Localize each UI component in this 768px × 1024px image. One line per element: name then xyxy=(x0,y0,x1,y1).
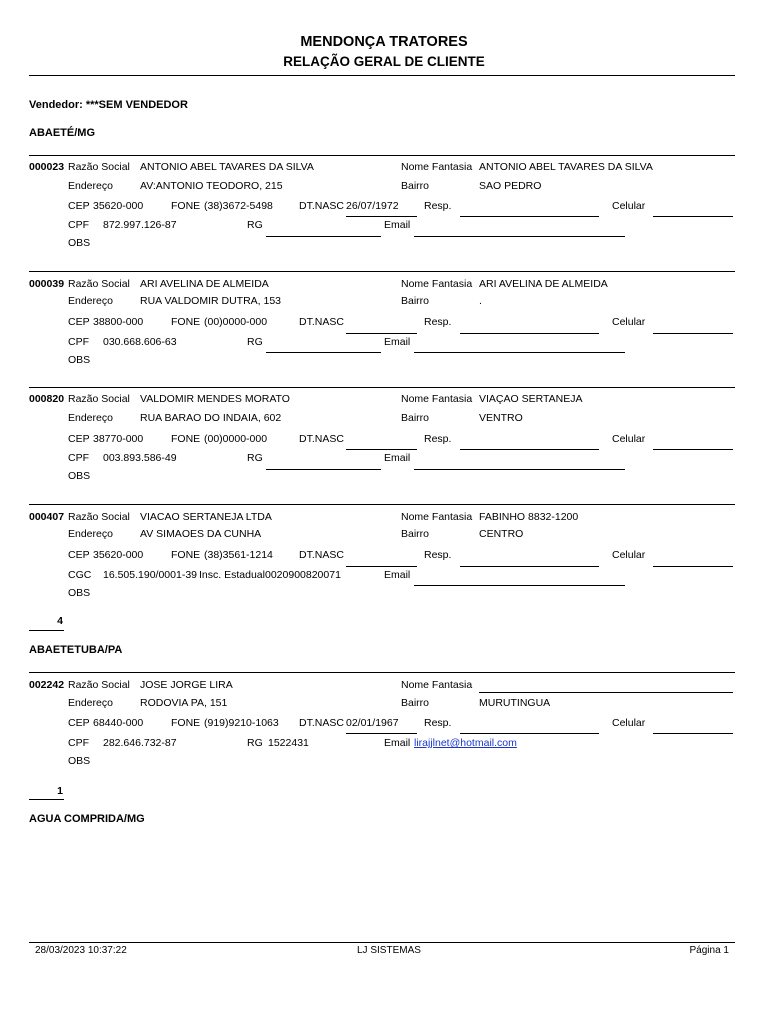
dtnasc-line xyxy=(346,449,417,450)
label-obs: OBS xyxy=(68,587,91,599)
label-cep: CEP xyxy=(68,200,90,212)
label-celular: Celular xyxy=(612,316,646,328)
cep: 35620-000 xyxy=(93,200,144,212)
label-fone: FONE xyxy=(171,200,201,212)
label-bairro: Bairro xyxy=(401,528,430,540)
cpf: 282.646.732-87 xyxy=(103,737,177,749)
dtnasc-line xyxy=(346,333,417,334)
group-count: 4 xyxy=(57,615,63,627)
endereco: RODOVIA PA, 151 xyxy=(140,697,228,709)
bairro: MURUTINGUA xyxy=(479,697,551,709)
cep: 38770-000 xyxy=(93,433,144,445)
cpf: 872.997.126-87 xyxy=(103,219,177,231)
client-code: 000820 xyxy=(29,393,65,405)
endereco: AV:ANTONIO TEODORO, 215 xyxy=(140,180,283,192)
label-resp: Resp. xyxy=(424,316,452,328)
label-resp: Resp. xyxy=(424,717,452,729)
city-heading: ABAETETUBA/PA xyxy=(29,644,123,656)
footer-system: LJ SISTEMAS xyxy=(357,945,421,956)
resp-line xyxy=(460,733,599,734)
record-divider xyxy=(29,672,735,673)
city-heading: ABAETÉ/MG xyxy=(29,127,95,139)
footer-divider xyxy=(29,942,735,943)
nome-fantasia: ARI AVELINA DE ALMEIDA xyxy=(479,278,608,290)
resp-line xyxy=(460,449,599,450)
label-bairro: Bairro xyxy=(401,180,430,192)
footer-datetime: 28/03/2023 10:37:22 xyxy=(35,945,127,956)
dtnasc-line xyxy=(346,733,417,734)
label-rg: RG xyxy=(247,737,263,749)
bairro: VENTRO xyxy=(479,412,523,424)
cep: 35620-000 xyxy=(93,549,144,561)
celular-line xyxy=(653,733,733,734)
label-fone: FONE xyxy=(171,717,201,729)
label-cep: CEP xyxy=(68,316,90,328)
label-obs: OBS xyxy=(68,755,91,767)
label-dtnasc: DT.NASC xyxy=(299,433,344,445)
label-email: Email xyxy=(384,737,411,749)
label-cep: CEP xyxy=(68,717,90,729)
label-resp: Resp. xyxy=(424,200,452,212)
label-dtnasc: DT.NASC xyxy=(299,200,344,212)
cgc: 16.505.190/0001-39 xyxy=(103,569,198,581)
dtnasc-line xyxy=(346,566,417,567)
label-razao: Razão Social xyxy=(68,679,130,691)
celular-line xyxy=(653,566,733,567)
label-nome-fantasia: Nome Fantasia xyxy=(401,393,473,405)
footer-page: Página 1 xyxy=(689,945,729,956)
fone: (00)0000-000 xyxy=(204,433,268,445)
label-endereco: Endereço xyxy=(68,180,113,192)
endereco: AV SIMAOES DA CUNHA xyxy=(140,528,262,540)
company-name: MENDONÇA TRATORES xyxy=(300,34,468,50)
record-divider xyxy=(29,387,735,388)
group-count-line xyxy=(29,630,64,631)
label-cep: CEP xyxy=(68,433,90,445)
label-razao: Razão Social xyxy=(68,161,130,173)
fone: (00)0000-000 xyxy=(204,316,268,328)
nome-fantasia: VIAÇAO SERTANEJA xyxy=(479,393,583,405)
label-resp: Resp. xyxy=(424,433,452,445)
celular-line xyxy=(653,333,733,334)
label-nome-fantasia: Nome Fantasia xyxy=(401,161,473,173)
label-email: Email xyxy=(384,336,411,348)
label-cpf: CPF xyxy=(68,452,89,464)
endereco: RUA VALDOMIR DUTRA, 153 xyxy=(140,295,282,307)
dtnasc: 26/07/1972 xyxy=(346,200,399,212)
label-celular: Celular xyxy=(612,200,646,212)
header-divider xyxy=(29,75,735,76)
label-resp: Resp. xyxy=(424,549,452,561)
resp-line xyxy=(460,566,599,567)
label-rg: RG xyxy=(247,452,263,464)
label-bairro: Bairro xyxy=(401,295,430,307)
fone: (38)3561-1214 xyxy=(204,549,273,561)
label-celular: Celular xyxy=(612,433,646,445)
report-title: RELAÇÃO GERAL DE CLIENTE xyxy=(283,54,485,69)
city-heading: AGUA COMPRIDA/MG xyxy=(29,813,145,825)
group-count-line xyxy=(29,799,64,800)
cpf: 003.893.586-49 xyxy=(103,452,177,464)
record-divider xyxy=(29,155,735,156)
endereco: RUA BARAO DO INDAIA, 602 xyxy=(140,412,282,424)
label-obs: OBS xyxy=(68,354,91,366)
razao-social: VIACAO SERTANEJA LTDA xyxy=(140,511,272,523)
nome-fantasia-line xyxy=(479,692,733,693)
label-nome-fantasia: Nome Fantasia xyxy=(401,679,473,691)
label-cpf: CPF xyxy=(68,737,89,749)
celular-line xyxy=(653,449,733,450)
bairro: SAO PEDRO xyxy=(479,180,542,192)
resp-line xyxy=(460,333,599,334)
rg-line xyxy=(266,236,381,237)
label-endereco: Endereço xyxy=(68,412,113,424)
cpf: 030.668.606-63 xyxy=(103,336,177,348)
label-email: Email xyxy=(384,569,411,581)
label-fone: FONE xyxy=(171,433,201,445)
email-line xyxy=(414,469,625,470)
client-code: 000023 xyxy=(29,161,65,173)
client-code: 002242 xyxy=(29,679,65,691)
rg-line xyxy=(266,352,381,353)
client-code: 000039 xyxy=(29,278,65,290)
bairro: . xyxy=(479,295,482,307)
rg-line xyxy=(266,469,381,470)
record-divider xyxy=(29,504,735,505)
label-obs: OBS xyxy=(68,237,91,249)
dtnasc-line xyxy=(346,216,417,217)
label-cpf: CPF xyxy=(68,336,89,348)
cep: 68440-000 xyxy=(93,717,144,729)
email-link[interactable]: lirajjlnet@hotmail.com xyxy=(414,737,517,749)
label-rg: RG xyxy=(247,219,263,231)
label-cpf: CPF xyxy=(68,219,89,231)
bairro: CENTRO xyxy=(479,528,524,540)
label-razao: Razão Social xyxy=(68,393,130,405)
label-razao: Razão Social xyxy=(68,511,130,523)
nome-fantasia: ANTONIO ABEL TAVARES DA SILVA xyxy=(479,161,653,173)
label-endereco: Endereço xyxy=(68,697,113,709)
label-celular: Celular xyxy=(612,717,646,729)
record-divider xyxy=(29,271,735,272)
label-celular: Celular xyxy=(612,549,646,561)
celular-line xyxy=(653,216,733,217)
label-dtnasc: DT.NASC xyxy=(299,549,344,561)
cep: 38800-000 xyxy=(93,316,144,328)
label-obs: OBS xyxy=(68,470,91,482)
label-insc: Insc. Estadual xyxy=(199,569,265,581)
dtnasc: 02/01/1967 xyxy=(346,717,399,729)
label-bairro: Bairro xyxy=(401,412,430,424)
client-code: 000407 xyxy=(29,511,65,523)
rg: 1522431 xyxy=(268,737,309,749)
label-fone: FONE xyxy=(171,316,201,328)
label-cgc: CGC xyxy=(68,569,92,581)
label-rg: RG xyxy=(247,336,263,348)
fone: (919)9210-1063 xyxy=(204,717,279,729)
razao-social: ARI AVELINA DE ALMEIDA xyxy=(140,278,269,290)
email-line xyxy=(414,236,625,237)
label-dtnasc: DT.NASC xyxy=(299,717,344,729)
email-line xyxy=(414,352,625,353)
label-fone: FONE xyxy=(171,549,201,561)
label-endereco: Endereço xyxy=(68,528,113,540)
label-bairro: Bairro xyxy=(401,697,430,709)
email-line xyxy=(414,585,625,586)
group-count: 1 xyxy=(57,785,63,797)
fone: (38)3672-5498 xyxy=(204,200,273,212)
label-dtnasc: DT.NASC xyxy=(299,316,344,328)
nome-fantasia: FABINHO 8832-1200 xyxy=(479,511,579,523)
label-nome-fantasia: Nome Fantasia xyxy=(401,511,473,523)
resp-line xyxy=(460,216,599,217)
label-cep: CEP xyxy=(68,549,90,561)
razao-social: VALDOMIR MENDES MORATO xyxy=(140,393,290,405)
label-email: Email xyxy=(384,452,411,464)
vendor-line: Vendedor: ***SEM VENDEDOR xyxy=(29,99,188,111)
razao-social: JOSE JORGE LIRA xyxy=(140,679,233,691)
label-email: Email xyxy=(384,219,411,231)
label-razao: Razão Social xyxy=(68,278,130,290)
label-nome-fantasia: Nome Fantasia xyxy=(401,278,473,290)
label-endereco: Endereço xyxy=(68,295,113,307)
insc-estadual: 0020900820071 xyxy=(265,569,341,581)
razao-social: ANTONIO ABEL TAVARES DA SILVA xyxy=(140,161,314,173)
